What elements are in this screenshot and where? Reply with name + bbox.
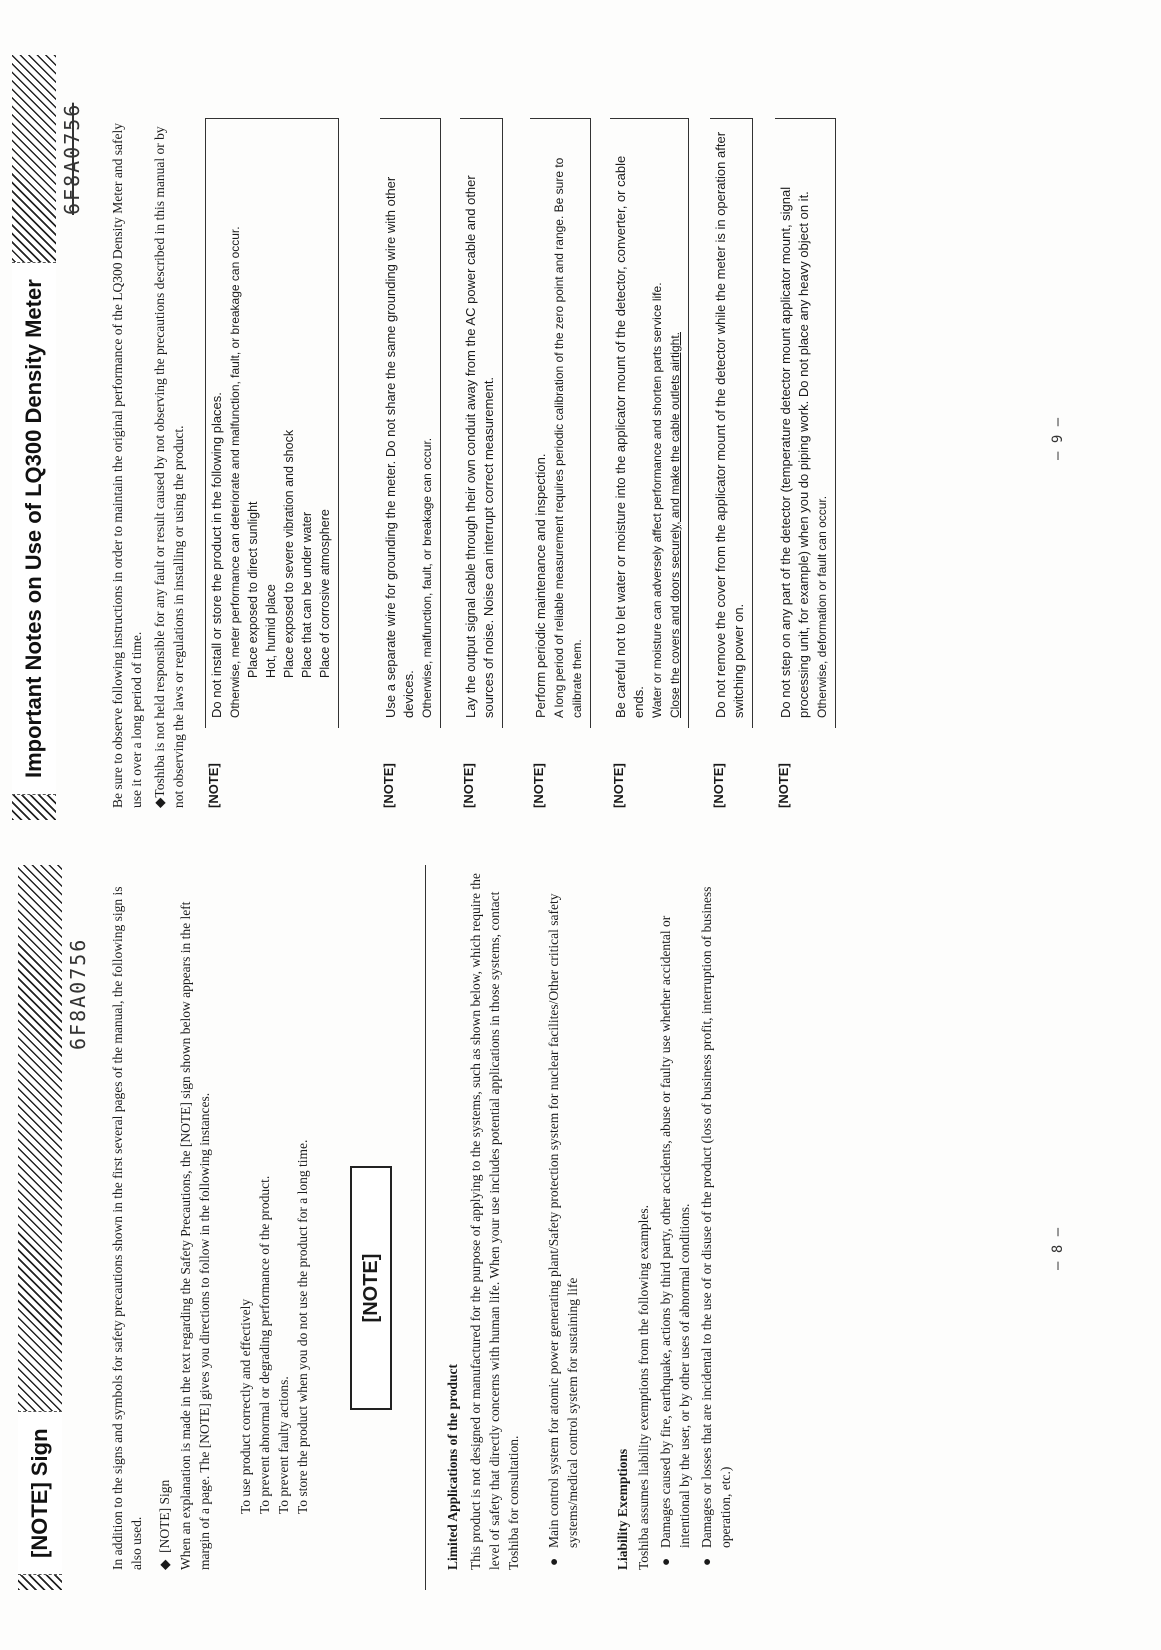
page-number: – 8 – [1050,1227,1066,1270]
note-item-maintenance [530,118,591,808]
instance-item: To prevent abnormal or degrading performance of the product. [257,1175,272,1514]
note-main-text: Do not step on any part of the detector (temperature detector mount applicator mount, signal processing unit, for example) when you do piping work. Do not place any heavy object on it. [778,186,811,718]
liability-heading: Liability Exemptions [615,1448,630,1570]
diamond-bullet-icon: ◆ [157,1559,172,1570]
page-title: Important Notes on Use of LQ300 Density Meter [12,262,56,795]
note-body [380,118,441,728]
page-title: [NOTE] Sign [18,1411,62,1575]
disclaimer-paragraph: ◆Toshiba is not held responsible for any fault or result caused by not observing the precautions described in this manual or by not observing the laws or regulations in installing or using the product. [152,126,186,808]
bullet-dot-icon: ● [546,1557,561,1566]
note-main-text: Perform periodic maintenance and inspection. [533,453,548,718]
page-number: – 9 – [1050,417,1066,460]
bullet-dot-icon: ● [658,1557,673,1566]
note-tag: [NOTE] [776,763,791,808]
note-sub-text: A long period of reliable measurement requires periodic calibration of the zero point and range. Be sure to calibrate them. [552,157,584,718]
note-body [205,118,339,728]
note-main-text: Be careful not to let water or moisture into the applicator mount of the detector, converter, or cable ends. [613,155,646,718]
document-number: 6F8A0756 [60,102,84,215]
instance-item: To prevent faulty actions. [276,1376,291,1514]
list-item: ● Main control system for atomic power generating plant/Safety protection system for nuclear facilites/Other critical safety systems/medical control system for sustaining life [546,893,580,1566]
note-sign-subheading [155,870,174,1570]
note-item-signal-cable [460,118,503,808]
list-item: ● Damages caused by fire, earthquake, actions by third party, other accidents, abuse or faulty use whether accidental or intentional by the user, or by other uses of abnormal conditions. [658,915,692,1566]
note-body [775,118,836,728]
note-sub-text: Otherwise, deformation or fault can occur. [815,495,829,718]
note-tag: [NOTE] [531,763,546,808]
note-item-moisture [610,118,689,808]
note-tag: [NOTE] [381,763,396,808]
note-body [530,118,591,728]
note-sign-description: When an explanation is made in the text regarding the Safety Precautions, the [NOTE] sign shown below appears in the left margin of a page. The [NOTE] gives you directions to follow in the following instances. [178,901,212,1570]
liability-list [656,870,738,1570]
note-sub-text-underlined: Close the covers and doors securely, and make the cable outlets airtight. [668,332,682,718]
note-main-text: Do not remove the cover from the applicator mount of the detector while the meter is in operation after switching power on. [713,131,746,718]
place-item: Place that can be under water [300,511,314,678]
place-item: Place exposed to direct sunlight [246,501,260,678]
limited-applications-text: This product is not designed or manufactured for the purpose of applying to the systems, such as shown below, which require the level of safety that directly concerns with human life. When your use includes potential applications in those systems, contact Toshiba for consultation. [468,873,521,1570]
right-intro-paragraph: Be sure to observe following instructions in order to maintain the original performance of the LQ300 Density Meter and safely use it over a long period of time. [110,123,144,808]
instance-item: To use product correctly and effectively [238,1298,253,1514]
page-8 [0,825,1161,1650]
intro-paragraph: In addition to the signs and symbols for safety precautions shown in the first several pages of the manual, the following sign is also used. [110,886,144,1570]
note-main-text: Do not install or store the product in the following places. [209,392,224,718]
note-sub-text: Water or moisture can adversely affect performance and shorten parts service life. [650,282,664,718]
liability-text: Toshiba assumes liability exemptions from the following examples. [636,1205,651,1570]
note-sub-text: Otherwise, malfunction, fault, or breakage can occur. [420,437,434,718]
instance-item: To store the product when you do not use the product for a long time. [295,1139,310,1514]
note-body [460,118,503,728]
subheading-text: [NOTE] Sign [157,1479,172,1553]
note-tag: [NOTE] [711,763,726,808]
bullet-dot-icon: ● [699,1557,714,1566]
section-divider [425,865,426,1590]
limited-applications-list [544,870,585,1570]
note-main-text: Use a separate wire for grounding the meter. Do not share the same grounding wire with other devices. [383,176,416,718]
note-body [710,118,753,728]
note-main-text: Lay the output signal cable through their own conduit away from the AC power cable and other sources of noise. Noise can interrupt correct measurement. [463,175,496,718]
instances-list [236,870,312,1570]
note-tag: [NOTE] [206,763,221,808]
place-item: Place exposed to severe vibration and shock [282,429,296,678]
place-item: Place of corrosive atmosphere [318,509,332,678]
note-item-grounding [380,118,441,808]
note-tag: [NOTE] [611,763,626,808]
note-item-cover [710,118,753,808]
list-item: ● Damages or losses that are incidental to the use of or disuse of the product (loss of business profit, interruption of business operation, etc.) [699,886,733,1566]
note-sign-example-box: [NOTE] [350,1166,392,1410]
note-tag: [NOTE] [461,763,476,808]
limited-applications-heading: Limited Applications of the product [445,1363,460,1570]
note-item-stepping [775,118,836,808]
document-number: 6F8A0756 [66,937,90,1050]
diamond-bullet-icon: ◆ [152,797,167,808]
note-body [610,118,689,728]
place-item: Hot, humid place [264,584,278,678]
note-item-storage [205,118,339,808]
note-sub-text: Otherwise, meter performance can deteriorate and malfunction, fault, or breakage can occur. [228,226,242,718]
